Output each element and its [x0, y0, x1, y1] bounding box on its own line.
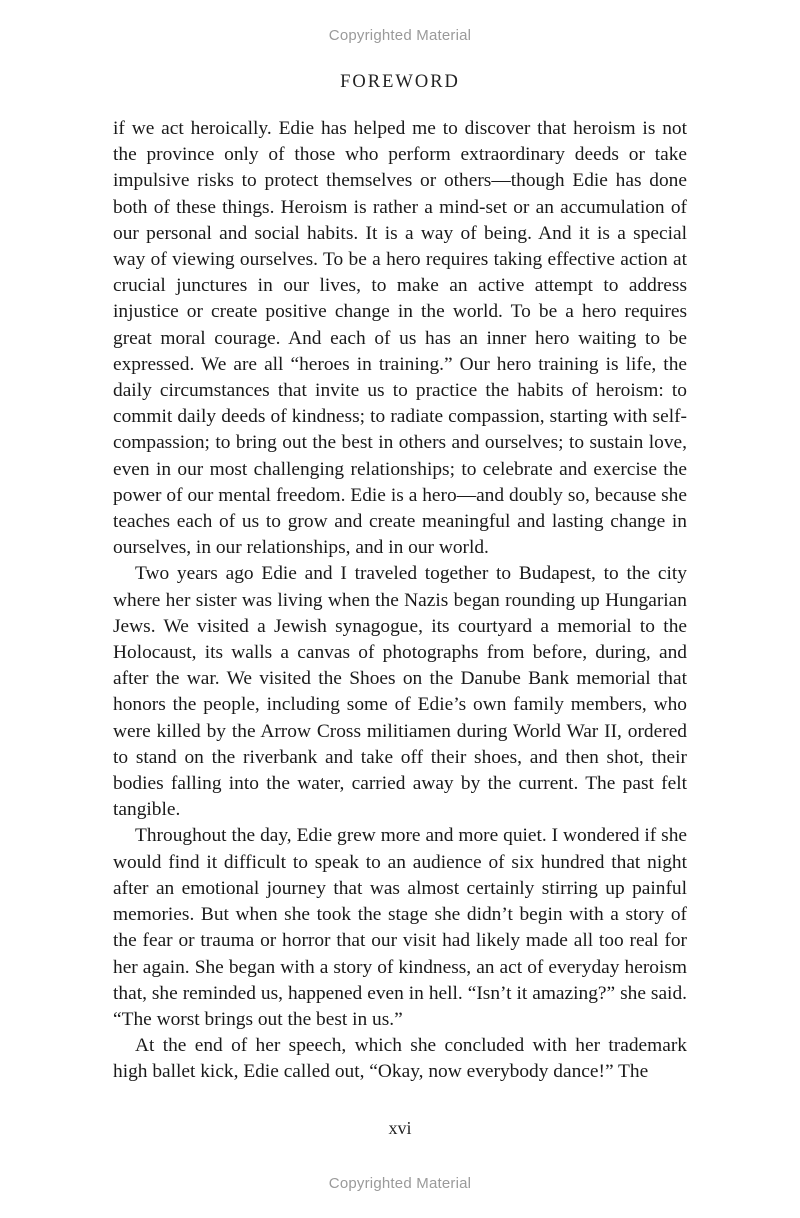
- paragraph-4: At the end of her speech, which she concluded with her trademark high ballet kick, Edie called out, “Okay, now everybody dance!” The: [113, 1035, 687, 1083]
- running-head: FOREWORD: [340, 72, 460, 92]
- page-number: xvi: [388, 1118, 412, 1138]
- copyright-watermark-top: Copyrighted Material: [328, 27, 472, 44]
- body-text: [113, 116, 687, 1086]
- paragraph-2: Two years ago Edie and I traveled together to Budapest, to the city where her sister was living when the Nazis began rounding up Hungarian Jews. We visited a Jewish synagogue, its courtyard a memorial to the Holocaust, its walls a canvas of photographs from before, during, and after the war. We visited the Shoes on the Danube Bank memorial that honors the people, including some of Edie’s own family members, who were killed by the Arrow Cross militiamen during World War II, ordered to stand on the riverbank and take off their shoes, and then shot, their bodies falling into the water, carried away by the current. The past felt tangible.: [113, 563, 687, 821]
- copyright-watermark-bottom: Copyrighted Material: [328, 1175, 472, 1192]
- paragraph-3: Throughout the day, Edie grew more and more quiet. I wondered if she would find it difficult to speak to an audience of six hundred that night after an emotional journey that was almost certainly stirring up painful memories. But when she took the stage she didn’t begin with a story of the fear or trauma or horror that our visit had likely made all too real for her again. She began with a story of kindness, an act of everyday heroism that, she reminded us, happened even in hell. “Isn’t it amazing?” she said. “The worst brings out the best in us.”: [113, 825, 687, 1030]
- paragraph-1: if we act heroically. Edie has helped me to discover that heroism is not the province only of those who perform extraordinary deeds or take impulsive risks to protect themselves or others—though Edie has done both of these things. Heroism is rather a mind-set or an accumulation of our personal and social habits. It is a way of being. And it is a special way of viewing ourselves. To be a hero requires taking effective action at crucial junctures in our lives, to make an active attempt to address injustice or create positive change in the world. To be a hero requires great moral courage. And each of us has an inner hero waiting to be expressed. We are all “heroes in training.” Our hero training is life, the daily circumstances that invite us to practice the habits of heroism: to commit daily deeds of kindness; to radiate compassion, starting with self-compassion; to bring out the best in others and ourselves; to sustain love, even in our most challenging relationships; to celebrate and exercise the power of our mental freedom. Edie is a hero—and doubly so, because she teaches each of us to grow and create meaningful and lasting change in ourselves, in our relationships, and in our world.: [113, 118, 687, 559]
